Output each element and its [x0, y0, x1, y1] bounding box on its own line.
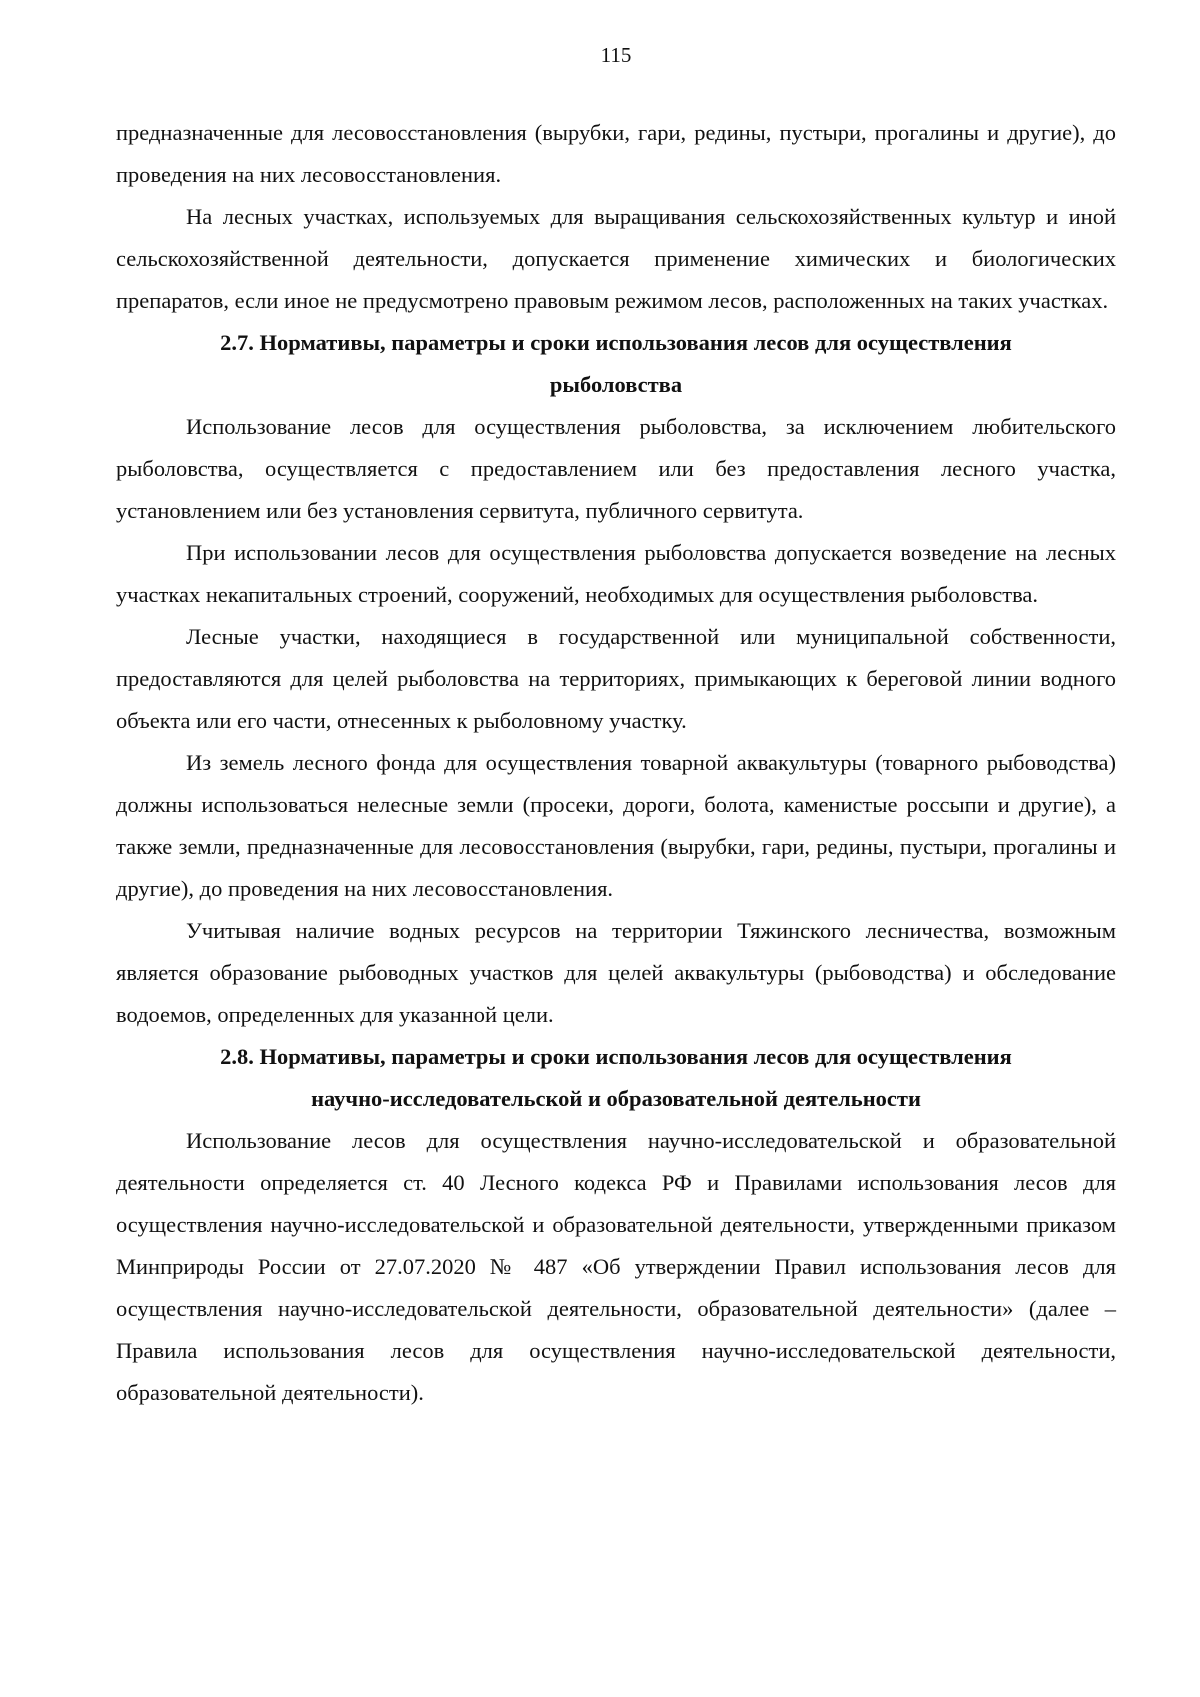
section-2-7-paragraph-3: Лесные участки, находящиеся в государственной или муниципальной собственности, предоставляются для целей рыболовства на территориях, примыкающих к береговой линии водного объекта или его части, отнесенных к рыболовному участку. [116, 624, 1116, 733]
section-2-8-heading-line2: научно-исследовательской и образовательной деятельности [311, 1086, 921, 1111]
section-2-7-heading [116, 322, 1116, 406]
section-2-8-heading-line1: 2.8. Нормативы, параметры и сроки использования лесов для осуществления [220, 1044, 1012, 1069]
section-2-7-heading-line2: рыболовства [549, 372, 683, 397]
page-number: 115 [600, 43, 632, 67]
section-2-7-heading-line1: 2.7. Нормативы, параметры и сроки использования лесов для осуществления [220, 330, 1012, 355]
paragraph-continuation: предназначенные для лесовосстановления (вырубки, гари, редины, пустыри, прогалины и другие), до проведения на них лесовосстановления. [116, 120, 1116, 187]
section-2-7-paragraph-5: Учитывая наличие водных ресурсов на территории Тяжинского лесничества, возможным является образование рыбоводных участков для целей аквакультуры (рыбоводства) и обследование водоемов, определенных для указанной цели. [116, 918, 1116, 1027]
section-2-7-paragraph-2: При использовании лесов для осуществления рыболовства допускается возведение на лесных участках некапитальных строений, сооружений, необходимых для осуществления рыболовства. [116, 540, 1116, 607]
section-2-7-heading-block [116, 322, 1116, 406]
paragraph-agricultural-use: На лесных участках, используемых для выращивания сельскохозяйственных культур и иной сельскохозяйственной деятельности, допускается применение химических и биологических препаратов, если иное не предусмотрено правовым режимом лесов, расположенных на таких участках. [116, 204, 1116, 313]
section-2-7-paragraph-1: Использование лесов для осуществления рыболовства, за исключением любительского рыболовства, осуществляется с предоставлением или без предоставления лесного участка, установлением или без установления сервитута, публичного сервитута. [116, 414, 1116, 523]
page-content [116, 112, 1116, 1414]
section-2-8-paragraph-1: Использование лесов для осуществления научно-исследовательской и образовательной деятельности определяется ст. 40 Лесного кодекса РФ и Правилами использования лесов для осуществления научно-исследовательской и образовательной деятельности, утвержденными приказом Минприроды России от 27.07.2020 № 487 «Об утверждении Правил использования лесов для осуществления научно-исследовательской деятельности, образовательной деятельности» (далее – Правила использования лесов для осуществления научно-исследовательской деятельности, образовательной деятельности). [116, 1128, 1116, 1405]
section-2-7-paragraph-4: Из земель лесного фонда для осуществления товарной аквакультуры (товарного рыбоводства) должны использоваться нелесные земли (просеки, дороги, болота, каменистые россыпи и другие), а также земли, предназначенные для лесовосстановления (вырубки, гари, редины, пустыри, прогалины и другие), до проведения на них лесовосстановления. [116, 750, 1116, 901]
section-2-8-heading-block [116, 1036, 1116, 1120]
section-2-8-heading [116, 1036, 1116, 1120]
